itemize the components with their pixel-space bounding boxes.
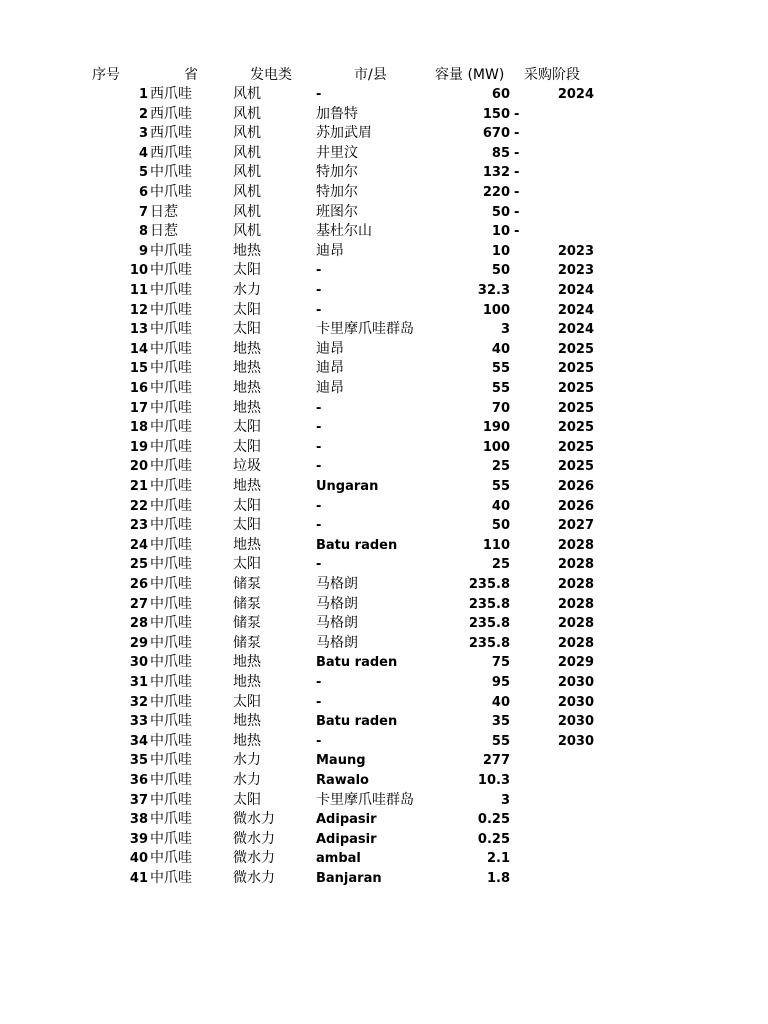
- row-province: 中爪哇: [150, 340, 192, 357]
- row-city: 马格朗: [316, 595, 358, 612]
- row-number: 27: [129, 596, 148, 612]
- row-year: 2030: [557, 733, 594, 749]
- row-type: 地热: [233, 242, 261, 259]
- row-capacity: 0.25: [477, 831, 510, 847]
- row-city: Batu raden: [316, 655, 398, 671]
- table-row: [0, 830, 768, 850]
- row-capacity: 3: [500, 322, 510, 338]
- table-row: [0, 301, 768, 321]
- row-city: 马格朗: [316, 615, 358, 632]
- table-row: [0, 516, 768, 536]
- header-no: 序号: [92, 67, 120, 83]
- row-number: 15: [129, 361, 148, 377]
- row-province: 中爪哇: [150, 321, 192, 338]
- row-city: -: [316, 733, 322, 749]
- row-city: -: [316, 263, 322, 279]
- header-stage: 采购阶段: [524, 67, 580, 83]
- row-city: 特加尔: [316, 184, 358, 200]
- header-type: 发电类: [250, 67, 292, 83]
- table-row: [0, 105, 768, 125]
- row-city: 卡里摩爪哇群岛: [316, 791, 414, 808]
- row-capacity: 85: [491, 145, 510, 161]
- row-year: 2024: [557, 283, 594, 298]
- row-capacity: 40: [491, 694, 510, 710]
- row-number: 31: [129, 675, 148, 690]
- row-capacity: 10.3: [477, 773, 510, 788]
- table-row: [0, 418, 768, 438]
- row-number: 28: [129, 616, 148, 632]
- row-type: 风机: [233, 144, 261, 161]
- row-type: 储泵: [233, 634, 261, 651]
- row-province: 中爪哇: [150, 811, 192, 828]
- row-year: 2026: [557, 479, 594, 494]
- row-type: 地热: [233, 478, 261, 494]
- row-number: 12: [129, 302, 148, 318]
- row-stage: -: [514, 224, 520, 240]
- table-row: [0, 222, 768, 242]
- row-city: -: [316, 459, 322, 475]
- row-year: 2030: [557, 694, 594, 710]
- row-province: 中爪哇: [150, 478, 192, 494]
- row-province: 中爪哇: [150, 615, 192, 632]
- row-province: 中爪哇: [150, 556, 192, 573]
- row-type: 水力: [233, 282, 261, 298]
- row-year: 2028: [557, 557, 594, 573]
- table-row: [0, 438, 768, 458]
- table-row: [0, 634, 768, 654]
- row-type: 太阳: [233, 791, 261, 808]
- row-city: Batu raden: [316, 537, 398, 553]
- row-year: 2025: [557, 439, 594, 455]
- row-capacity: 235.8: [468, 616, 510, 632]
- row-year: 2025: [557, 341, 594, 357]
- row-capacity: 220: [482, 185, 510, 200]
- row-year: 2025: [557, 400, 594, 416]
- row-province: 日惹: [150, 203, 178, 220]
- row-city: -: [316, 694, 322, 710]
- row-capacity: 110: [482, 537, 510, 553]
- row-capacity: 35: [491, 714, 510, 730]
- row-capacity: 75: [491, 655, 510, 671]
- row-year: 2028: [557, 537, 594, 553]
- row-capacity: 670: [482, 126, 510, 142]
- row-capacity: 25: [491, 459, 510, 475]
- row-stage: -: [514, 185, 520, 200]
- row-type: 太阳: [233, 262, 261, 279]
- row-province: 中爪哇: [150, 595, 192, 612]
- row-province: 中爪哇: [150, 850, 192, 867]
- row-type: 水力: [233, 772, 261, 788]
- table-row: [0, 203, 768, 223]
- row-province: 中爪哇: [150, 517, 192, 534]
- table-row: [0, 653, 768, 673]
- row-number: 13: [129, 322, 148, 338]
- row-year: 2028: [557, 635, 594, 651]
- row-year: 2028: [557, 577, 594, 592]
- table-row: [0, 359, 768, 379]
- row-number: 30: [129, 655, 148, 671]
- row-province: 中爪哇: [150, 438, 192, 455]
- row-number: 34: [129, 733, 148, 749]
- row-capacity: 50: [491, 518, 510, 534]
- row-type: 太阳: [233, 301, 261, 318]
- row-number: 7: [138, 204, 148, 220]
- row-type: 太阳: [233, 693, 261, 710]
- row-province: 中爪哇: [150, 399, 192, 416]
- table-row: [0, 614, 768, 634]
- row-number: 21: [129, 479, 148, 494]
- table-row: [0, 810, 768, 830]
- row-capacity: 40: [491, 341, 510, 357]
- row-city: -: [316, 400, 322, 416]
- row-stage: -: [514, 145, 520, 161]
- row-number: 8: [138, 224, 148, 240]
- row-type: 地热: [233, 360, 261, 377]
- row-year: 2025: [557, 381, 594, 396]
- row-type: 风机: [233, 86, 261, 102]
- row-province: 中爪哇: [150, 830, 192, 847]
- row-province: 中爪哇: [150, 282, 192, 298]
- row-year: 2030: [557, 675, 594, 690]
- row-year: 2028: [557, 596, 594, 612]
- row-type: 地热: [233, 399, 261, 416]
- row-capacity: 100: [482, 439, 510, 455]
- row-city: 马格朗: [316, 576, 358, 592]
- table-row: [0, 751, 768, 771]
- row-number: 11: [129, 283, 148, 298]
- row-number: 16: [129, 381, 148, 396]
- row-number: 2: [138, 106, 148, 122]
- row-province: 中爪哇: [150, 674, 192, 690]
- row-type: 水力: [233, 752, 261, 769]
- row-type: 地热: [233, 654, 261, 671]
- row-province: 中爪哇: [150, 360, 192, 377]
- row-city: Batu raden: [316, 714, 398, 730]
- row-city: -: [316, 420, 322, 436]
- table-row: [0, 575, 768, 595]
- table-row: [0, 85, 768, 105]
- row-city: Adipasir: [316, 831, 377, 847]
- row-city: -: [316, 439, 322, 455]
- row-capacity: 55: [491, 733, 510, 749]
- table-row: [0, 693, 768, 713]
- table-row: [0, 771, 768, 791]
- row-city: -: [316, 518, 322, 534]
- table-row: [0, 477, 768, 497]
- row-year: 2029: [557, 655, 594, 671]
- row-year: 2023: [557, 263, 594, 279]
- row-province: 中爪哇: [150, 752, 192, 769]
- row-type: 微水力: [233, 830, 275, 847]
- row-city: 迪昂: [316, 242, 344, 259]
- row-city: 井里汶: [316, 144, 358, 161]
- row-province: 中爪哇: [150, 870, 192, 886]
- header-row: [0, 64, 768, 86]
- row-province: 中爪哇: [150, 164, 192, 181]
- row-type: 风机: [233, 105, 261, 122]
- row-year: 2027: [557, 518, 594, 534]
- row-province: 中爪哇: [150, 242, 192, 259]
- row-type: 储泵: [233, 595, 261, 612]
- row-capacity: 1.8: [486, 871, 510, 886]
- row-capacity: 150: [482, 106, 510, 122]
- row-city: -: [316, 557, 322, 573]
- row-type: 太阳: [233, 556, 261, 573]
- row-year: 2024: [557, 302, 594, 318]
- row-capacity: 70: [491, 400, 510, 416]
- row-number: 29: [129, 635, 148, 651]
- row-number: 37: [129, 792, 148, 808]
- row-capacity: 60: [491, 87, 510, 102]
- row-type: 地热: [233, 380, 261, 396]
- table-row: [0, 869, 768, 889]
- row-province: 日惹: [150, 223, 178, 240]
- row-capacity: 132: [482, 165, 510, 181]
- row-type: 风机: [233, 164, 261, 181]
- row-capacity: 55: [491, 361, 510, 377]
- row-type: 微水力: [233, 811, 275, 828]
- row-stage: -: [514, 106, 520, 122]
- row-number: 6: [138, 185, 148, 200]
- row-city: 卡里摩爪哇群岛: [316, 321, 414, 338]
- header-province: 省: [184, 67, 198, 83]
- row-city: Adipasir: [316, 812, 377, 828]
- row-year: 2024: [557, 87, 594, 102]
- row-type: 太阳: [233, 321, 261, 338]
- row-capacity: 0.25: [477, 812, 510, 828]
- row-type: 地热: [233, 713, 261, 730]
- table-row: [0, 673, 768, 693]
- table-row: [0, 281, 768, 301]
- row-number: 39: [129, 831, 148, 847]
- header-capacity: 容量 (MW): [435, 67, 505, 83]
- row-city: 特加尔: [316, 164, 358, 181]
- row-number: 9: [138, 243, 148, 259]
- row-capacity: 40: [491, 498, 510, 514]
- row-city: ambal: [316, 851, 361, 867]
- row-number: 35: [129, 753, 148, 769]
- row-capacity: 190: [482, 420, 510, 436]
- row-year: 2028: [557, 616, 594, 632]
- row-city: Ungaran: [316, 479, 379, 494]
- table-row: [0, 144, 768, 164]
- row-capacity: 25: [491, 557, 510, 573]
- row-year: 2025: [557, 459, 594, 475]
- header-city: 市/县: [354, 67, 387, 83]
- row-type: 地热: [233, 732, 261, 749]
- row-type: 风机: [233, 125, 261, 142]
- table-row: [0, 712, 768, 732]
- row-type: 风机: [233, 223, 261, 240]
- row-province: 西爪哇: [150, 86, 192, 102]
- row-year: 2024: [557, 322, 594, 338]
- row-city: 马格朗: [316, 634, 358, 651]
- row-capacity: 95: [491, 675, 510, 690]
- row-number: 17: [129, 400, 148, 416]
- row-city: -: [316, 498, 322, 514]
- row-number: 24: [129, 537, 148, 553]
- table-row: [0, 340, 768, 360]
- row-number: 25: [129, 557, 148, 573]
- row-number: 3: [138, 126, 148, 142]
- row-capacity: 55: [491, 381, 510, 396]
- row-city: Maung: [316, 753, 366, 769]
- table-row: [0, 595, 768, 615]
- row-stage: -: [514, 126, 520, 142]
- table-row: [0, 791, 768, 811]
- row-province: 中爪哇: [150, 262, 192, 279]
- table-row: [0, 536, 768, 556]
- table-row: [0, 555, 768, 575]
- row-capacity: 100: [482, 302, 510, 318]
- row-city: 迪昂: [316, 340, 344, 357]
- row-province: 中爪哇: [150, 380, 192, 396]
- row-type: 风机: [233, 184, 261, 200]
- row-capacity: 3: [500, 792, 510, 808]
- row-type: 太阳: [233, 419, 261, 436]
- row-province: 中爪哇: [150, 497, 192, 514]
- row-type: 太阳: [233, 517, 261, 534]
- row-type: 储泵: [233, 576, 261, 592]
- row-capacity: 277: [482, 753, 510, 769]
- row-province: 中爪哇: [150, 419, 192, 436]
- row-number: 19: [129, 439, 148, 455]
- table-row: [0, 261, 768, 281]
- row-number: 22: [129, 498, 148, 514]
- row-type: 太阳: [233, 497, 261, 514]
- row-year: 2026: [557, 498, 594, 514]
- row-stage: -: [514, 165, 520, 181]
- row-number: 41: [129, 871, 148, 886]
- row-city: 迪昂: [316, 380, 344, 396]
- row-type: 太阳: [233, 438, 261, 455]
- row-number: 20: [129, 459, 148, 475]
- row-year: 2025: [557, 361, 594, 377]
- row-province: 中爪哇: [150, 693, 192, 710]
- row-number: 26: [129, 577, 148, 592]
- row-number: 38: [129, 812, 148, 828]
- row-province: 中爪哇: [150, 772, 192, 788]
- row-province: 中爪哇: [150, 654, 192, 671]
- row-city: 基杜尔山: [316, 223, 372, 240]
- row-capacity: 235.8: [468, 577, 510, 592]
- table-row: [0, 124, 768, 144]
- row-stage: -: [514, 204, 520, 220]
- row-province: 西爪哇: [150, 125, 192, 142]
- row-capacity: 10: [491, 224, 510, 240]
- row-province: 中爪哇: [150, 301, 192, 318]
- row-province: 中爪哇: [150, 536, 192, 553]
- row-province: 中爪哇: [150, 184, 192, 200]
- row-city: 苏加武眉: [316, 125, 372, 142]
- row-province: 中爪哇: [150, 713, 192, 730]
- table-row: [0, 399, 768, 419]
- row-capacity: 55: [491, 479, 510, 494]
- row-type: 微水力: [233, 850, 275, 867]
- table-row: [0, 163, 768, 183]
- row-number: 10: [129, 263, 148, 279]
- row-number: 14: [129, 341, 148, 357]
- table-row: [0, 849, 768, 869]
- row-number: 18: [129, 420, 148, 436]
- row-capacity: 235.8: [468, 635, 510, 651]
- row-province: 中爪哇: [150, 458, 192, 475]
- row-city: Rawalo: [316, 773, 369, 788]
- row-number: 5: [138, 165, 148, 181]
- row-capacity: 32.3: [477, 283, 510, 298]
- row-type: 风机: [233, 203, 261, 220]
- row-type: 地热: [233, 536, 261, 553]
- table-row: [0, 457, 768, 477]
- row-capacity: 50: [491, 263, 510, 279]
- row-year: 2030: [557, 714, 594, 730]
- row-number: 23: [129, 518, 148, 534]
- row-city: 班图尔: [316, 203, 358, 220]
- row-type: 垃圾: [233, 458, 261, 475]
- table-row: [0, 320, 768, 340]
- table-row: [0, 497, 768, 517]
- row-province: 中爪哇: [150, 634, 192, 651]
- row-number: 36: [129, 773, 148, 788]
- row-type: 微水力: [233, 870, 275, 886]
- table-row: [0, 183, 768, 203]
- row-province: 中爪哇: [150, 732, 192, 749]
- row-capacity: 10: [491, 243, 510, 259]
- row-number: 4: [138, 145, 148, 161]
- row-type: 储泵: [233, 615, 261, 632]
- row-city: -: [316, 87, 322, 102]
- row-city: -: [316, 302, 322, 318]
- row-capacity: 50: [491, 204, 510, 220]
- row-number: 32: [129, 694, 148, 710]
- table-row: [0, 732, 768, 752]
- row-city: 加鲁特: [316, 105, 358, 122]
- row-type: 地热: [233, 340, 261, 357]
- row-number: 1: [138, 87, 148, 102]
- row-city: 迪昂: [316, 360, 344, 377]
- row-province: 西爪哇: [150, 144, 192, 161]
- row-province: 中爪哇: [150, 576, 192, 592]
- row-capacity: 235.8: [468, 596, 510, 612]
- table-row: [0, 379, 768, 399]
- row-number: 40: [129, 851, 148, 867]
- row-capacity: 2.1: [486, 851, 510, 867]
- row-province: 西爪哇: [150, 105, 192, 122]
- row-city: Banjaran: [316, 871, 382, 886]
- row-city: -: [316, 675, 322, 690]
- table-row: [0, 242, 768, 262]
- row-number: 33: [129, 714, 148, 730]
- row-province: 中爪哇: [150, 791, 192, 808]
- row-year: 2023: [557, 243, 594, 259]
- row-city: -: [316, 283, 322, 298]
- row-type: 地热: [233, 674, 261, 690]
- row-year: 2025: [557, 420, 594, 436]
